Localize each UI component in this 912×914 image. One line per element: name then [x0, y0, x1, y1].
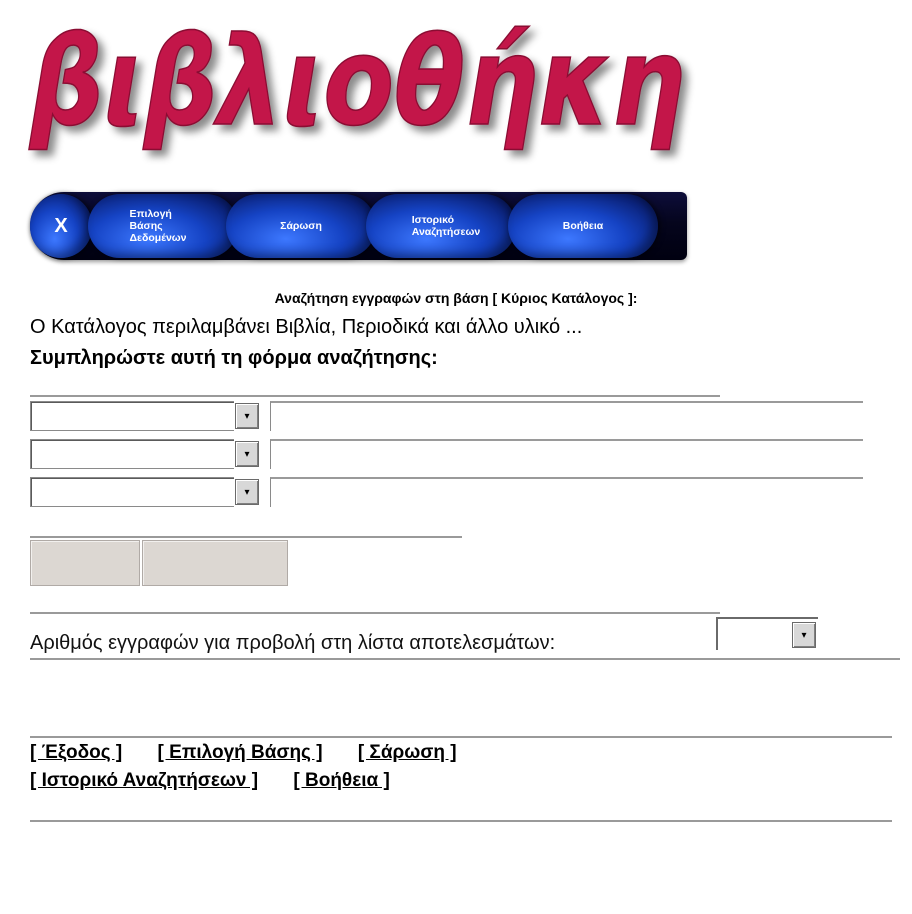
chevron-down-icon[interactable]: ▾ — [235, 479, 259, 505]
links-top-divider — [30, 736, 892, 738]
nav-help-label: Βοήθεια — [562, 220, 604, 232]
nav-browse-label: Σάρωση — [280, 220, 322, 232]
link-browse[interactable]: [ Σάρωση ] — [357, 742, 457, 763]
search-term-input-2[interactable] — [270, 439, 863, 469]
link-select-database[interactable]: [ Επιλογή Βάσης ] — [157, 742, 323, 763]
library-logo — [20, 12, 720, 162]
search-submit-button[interactable] — [30, 540, 140, 586]
nav-search-history[interactable] — [366, 194, 516, 258]
field-select-1[interactable] — [30, 401, 234, 431]
field-select-3[interactable] — [30, 477, 234, 507]
footer-links-row-2 — [30, 770, 420, 792]
nav-close-button[interactable] — [30, 194, 92, 258]
results-bottom-divider — [30, 658, 900, 660]
chevron-down-icon[interactable]: ▾ — [792, 622, 816, 648]
nav-select-database[interactable] — [88, 194, 238, 258]
close-icon: X — [54, 215, 68, 237]
results-top-divider — [30, 612, 720, 614]
search-row-3 — [30, 473, 862, 507]
chevron-down-icon[interactable]: ▾ — [235, 441, 259, 467]
catalog-description: Ο Κατάλογος περιλαμβάνει Βιβλία, Περιοδικά και άλλο υλικό ... — [30, 316, 583, 338]
search-title: Αναζήτηση εγγραφών στη βάση [ Κύριος Κατάλογος ]: — [274, 290, 638, 306]
results-count-label: Αριθμός εγγραφών για προβολή στη λίστα αποτελεσμάτων: — [30, 632, 556, 654]
field-select-2[interactable] — [30, 439, 234, 469]
form-heading: Συμπληρώστε αυτή τη φόρμα αναζήτησης: — [30, 347, 438, 369]
search-row-2 — [30, 435, 862, 469]
chevron-down-icon[interactable]: ▾ — [235, 403, 259, 429]
nav-search-history-label: Ιστορικό Αναζητήσεων — [411, 214, 481, 238]
search-term-input-1[interactable] — [270, 401, 863, 431]
link-search-history[interactable]: [ Ιστορικό Αναζητήσεων ] — [30, 770, 259, 791]
logo-text: βιβλιοθήκη — [28, 11, 686, 153]
form-reset-button[interactable] — [142, 540, 288, 586]
search-row-1 — [30, 397, 862, 431]
nav-help[interactable] — [508, 194, 658, 258]
links-bottom-divider — [30, 820, 892, 822]
footer-links-row-1 — [30, 742, 487, 764]
link-exit[interactable]: [ Έξοδος ] — [30, 742, 123, 763]
search-term-input-3[interactable] — [270, 477, 863, 507]
link-help[interactable]: [ Βοήθεια ] — [293, 770, 390, 791]
nav-select-database-label: Επιλογή Βάσης Δεδομένων — [129, 208, 187, 244]
nav-bar — [30, 192, 687, 260]
nav-browse[interactable] — [226, 194, 376, 258]
buttons-top-divider — [30, 536, 462, 538]
